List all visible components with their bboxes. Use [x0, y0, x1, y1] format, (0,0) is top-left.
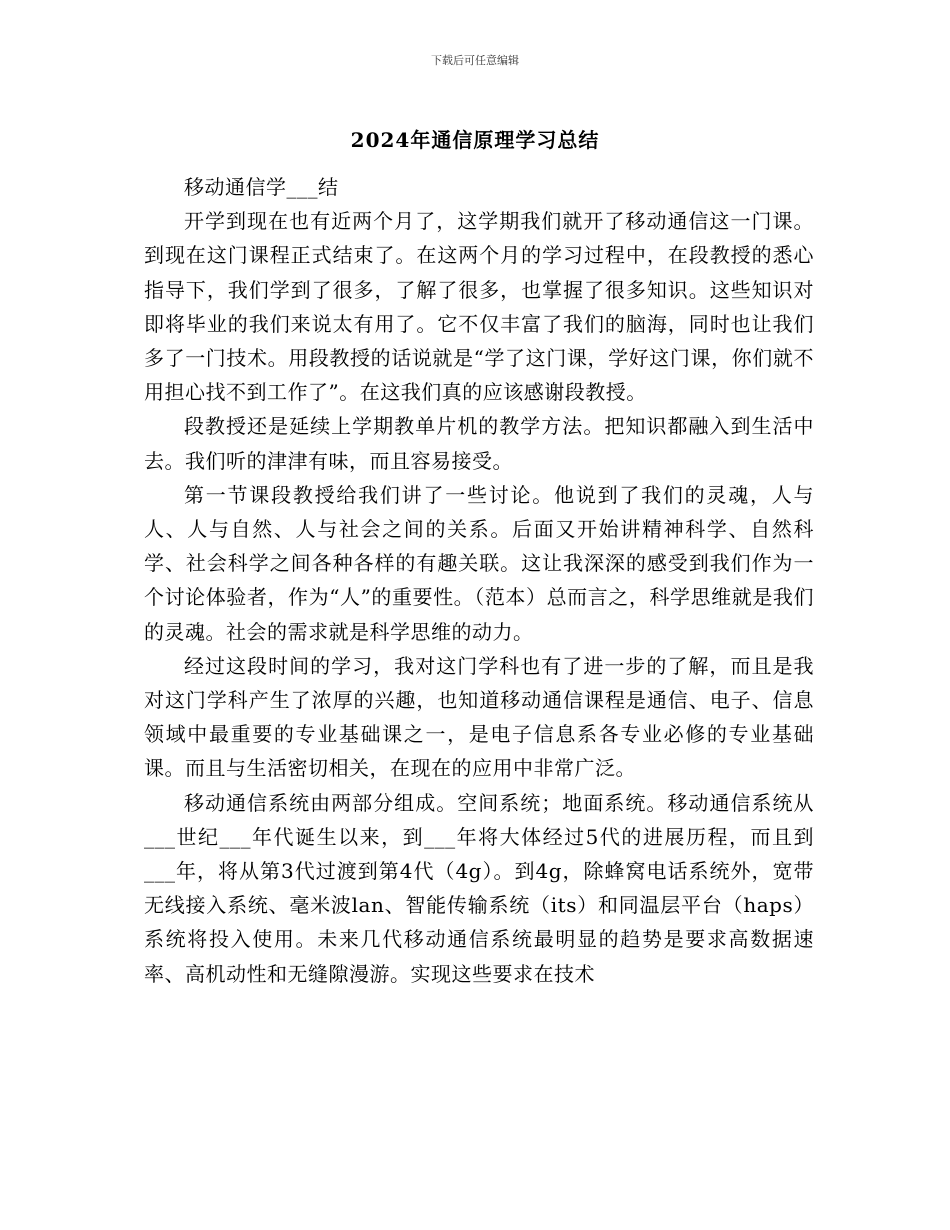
paragraph-first-lesson: 第一节课段教授给我们讲了一些讨论。他说到了我们的灵魂，人与人、人与自然、人与社会之间的关系。后面又开始讲精神科学、自然科学、社会科学之间各种各样的有趣关联。这让我深深的感受到我们作为一个讨论体验者，作为“人”的重要性。（范本）总而言之，科学思维就是我们的灵魂。社会的需求就是科学思维的动力。	[144, 482, 814, 644]
document-title: 2024年通信原理学习总结	[350, 128, 600, 152]
document-body	[144, 170, 814, 991]
paragraph-intro: 开学到现在也有近两个月了，这学期我们就开了移动通信这一门课。到现在这门课程正式结束了。在这两个月的学习过程中，在段教授的悉心指导下，我们学到了很多，了解了很多，也掌握了很多知识。这些知识对即将毕业的我们来说太有用了。它不仅丰富了我们的脑海，同时也让我们多了一门技术。用段教授的话说就是“学了这门课，学好这门课，你们就不用担心找不到工作了”。在这我们真的应该感谢段教授。	[144, 209, 814, 405]
paragraph-teaching-method: 段教授还是延续上学期教单片机的教学方法。把知识都融入到生活中去。我们听的津津有味，而且容易接受。	[144, 414, 814, 473]
paragraph-understanding: 经过这段时间的学习，我对这门学科也有了进一步的了解，而且是我对这门学科产生了浓厚的兴趣，也知道移动通信课程是通信、电子、信息领域中最重要的专业基础课之一，是电子信息系各专业必修的专业基础课。而且与生活密切相关，在现在的应用中非常广泛。	[144, 653, 814, 781]
paragraph-system-overview: 移动通信系统由两部分组成。空间系统；地面系统。移动通信系统从___世纪___年代诞生以来，到___年将大体经过5代的进展历程，而且到___年，将从第3代过渡到第4代（4g）。到4g，除蜂窝电话系统外，宽带无线接入系统、毫米波lan、智能传输系统（its）和同温层平台（haps）系统将投入使用。未来几代移动通信系统最明显的趋势是要求高数据速率、高机动性和无缝隙漫游。实现这些要求在技术	[144, 790, 814, 986]
paragraph-subtitle: 移动通信学___结	[184, 175, 339, 199]
header-note: 下载后可任意编辑	[431, 54, 519, 67]
